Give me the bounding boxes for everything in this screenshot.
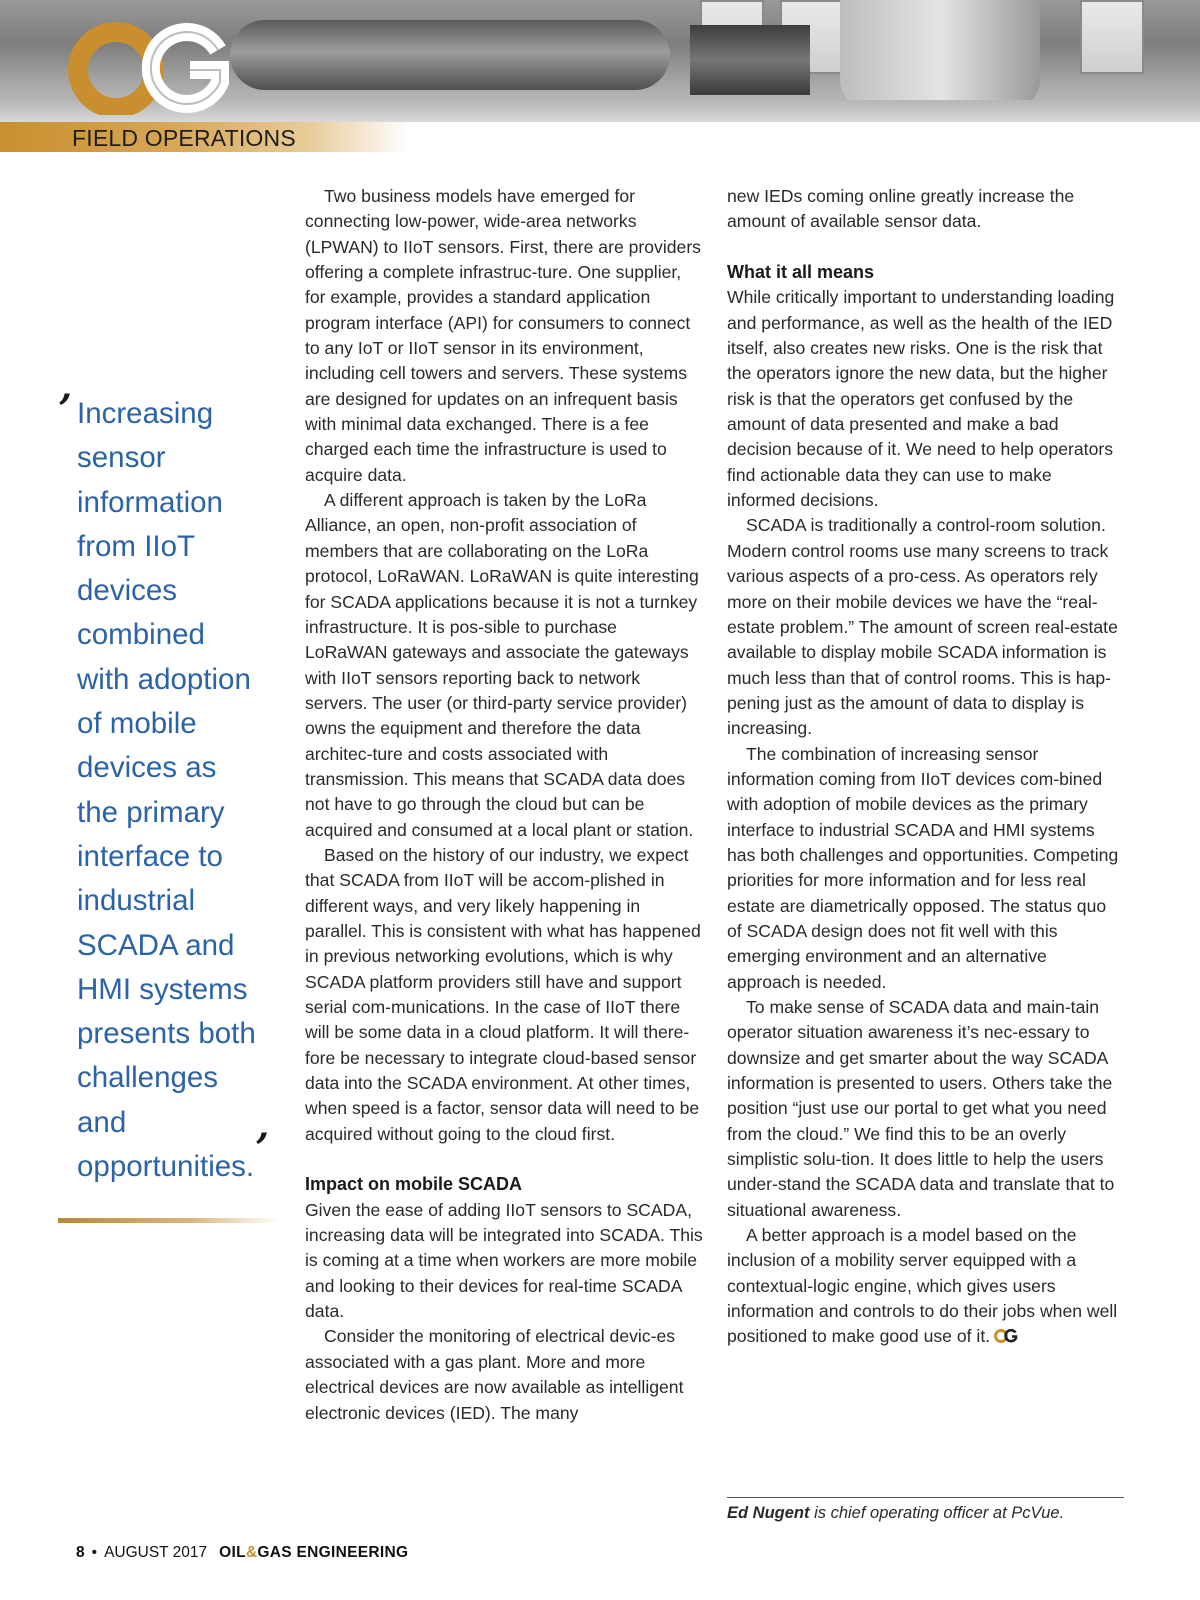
publication-name-part: OIL xyxy=(219,1544,246,1561)
author-description: is chief operating officer at PcVue. xyxy=(809,1504,1065,1522)
page-number: 8 xyxy=(76,1544,85,1561)
paragraph-text: A better approach is a model based on the inclusion of a mobility server equipped with a contextual-logic engine, which gives users information and controls to do their jobs when well positioned to make good use of it. xyxy=(727,1225,1118,1347)
pull-quote-line: SCADA and xyxy=(77,928,235,962)
open-quote-icon: ’ xyxy=(58,386,72,433)
paragraph: Given the ease of adding IIoT sensors to SCADA, increasing data will be integrated into SCADA. This is coming at a time when workers are more mobile and looking to their devices for real-time SCADA data. xyxy=(305,1199,703,1322)
quote-divider xyxy=(58,1218,280,1223)
page-footer xyxy=(76,1544,408,1562)
paragraph: new IEDs coming online greatly increase the amount of available sensor data. xyxy=(727,186,1075,232)
pull-quote-line: opportunities. xyxy=(77,1150,255,1184)
paragraph: Based on the history of our industry, we expect that SCADA from IIoT will be accom-plished in different ways, and very likely happening in parallel. This is consistent with what has happened in previous networking evolutions, which is why SCADA platform providers still have and support serial com-munications. In the case of IIoT there will be some data in a cloud platform. It will there-fore be necessary to integrate cloud-based sensor data into the SCADA environment. At other times, when speed is a factor, sensor data will need to be acquired without going to the cloud first. xyxy=(305,844,701,1144)
subheading: What it all means xyxy=(727,262,875,283)
author-name: Ed Nugent xyxy=(727,1504,810,1522)
pull-quote-line: sensor xyxy=(77,441,166,475)
pull-quote-line: devices as xyxy=(77,751,217,785)
pull-quote-line: the primary xyxy=(77,795,225,829)
section-title: FIELD OPERATIONS xyxy=(72,125,296,151)
og-end-mark-icon xyxy=(994,1328,1018,1344)
close-quote-icon: ’ xyxy=(255,1125,269,1172)
pull-quote-line: with adoption xyxy=(77,662,251,696)
bio-divider xyxy=(727,1497,1124,1498)
photo-cylinder xyxy=(690,25,810,95)
pull-quote-line: HMI systems xyxy=(77,972,248,1006)
pull-quote-line: and xyxy=(77,1105,127,1139)
pull-quote-line: Increasing xyxy=(77,397,214,430)
pull-quote-line: information xyxy=(77,485,223,519)
pull-quote-line: challenges xyxy=(77,1061,219,1095)
pull-quote-line: devices xyxy=(77,574,178,608)
paragraph: A different approach is taken by the LoRa Alliance, an open, non-profit association of members that are collaborating on the LoRa protocol, LoRaWAN. LoRaWAN is quite interesting for SCADA applications because it is not a turnkey infrastructure. It is pos-sible to purchase LoRaWAN gateways and associate the gateways with IIoT sensors reporting back to network servers. The user (or third-party service provider) owns the equipment and therefore the data architec-ture and costs associated with transmission. This means that SCADA data does not have to go through the cloud but can be acquired and consumed at a local plant or station. xyxy=(305,490,699,840)
article-column-2 xyxy=(727,184,1125,1350)
pull-quote-line: industrial xyxy=(77,884,196,918)
paragraph: While critically important to understanding loading and performance, as well as the health of the IED itself, also creates new risks. One is the risk that the operators ignore the new data, but the higher risk is that the operators get confused by the amount of data presented and make a bad decision because of it. We need to help operators find actionable data they can use to make informed decisions. xyxy=(727,287,1115,511)
pull-quote xyxy=(77,392,282,1189)
paragraph: The combination of increasing sensor information coming from IIoT devices com-bined with adoption of mobile devices as the primary interface to industrial SCADA and HMI systems has both challenges and opportunities. Competing priorities for more information and for less real estate are diametrically opposed. The status quo of SCADA design does not fit well with this emerging environment and an alternative approach is needed. xyxy=(727,743,1119,992)
pull-quote-line: combined xyxy=(77,618,205,652)
og-logo xyxy=(68,20,238,115)
publication-name-part: GAS ENGINEERING xyxy=(257,1544,409,1561)
issue-date: AUGUST 2017 xyxy=(104,1544,208,1561)
pull-quote-line: from IIoT xyxy=(77,529,196,563)
paragraph: Consider the monitoring of electrical devic-es associated with a gas plant. More and more electrical devices are now available as intelligent electronic devices (IED). The many xyxy=(305,1326,684,1423)
author-bio xyxy=(727,1504,1064,1523)
publication-ampersand: & xyxy=(245,1544,258,1561)
footer-separator: • xyxy=(91,1544,98,1561)
photo-compressor xyxy=(230,20,670,90)
paragraph: SCADA is traditionally a control-room solution. Modern control rooms use many screens to track various aspects of a pro-cess. As operators rely more on their mobile devices we have the “real-estate problem.” The amount of screen real-estate available to display mobile SCADA information is much less than that of control rooms. This is hap-pening just as the amount of data to display is increasing. xyxy=(727,515,1118,739)
photo-tank xyxy=(840,0,1040,110)
article-column-1 xyxy=(305,184,703,1426)
subheading: Impact on mobile SCADA xyxy=(305,1174,523,1195)
photo-window xyxy=(1080,0,1144,74)
paragraph xyxy=(727,1223,1125,1350)
paragraph: Two business models have emerged for connecting low-power, wide-area networks (LPWAN) to IIoT sensors. First, there are providers offering a complete infrastruc-ture. One supplier, for example, provides a standard application program interface (API) for consumers to connect to any IoT or IIoT sensor in its environment, including cell towers and servers. These systems are designed for updates on an infrequent basis with minimal data exchanged. There is a fee charged each time the infrastructure is used to acquire data. xyxy=(305,186,701,485)
pull-quote-line: of mobile xyxy=(77,707,197,741)
section-bar xyxy=(0,122,410,152)
pull-quote-line: presents both xyxy=(77,1017,256,1051)
publication-name xyxy=(219,1544,408,1561)
paragraph: To make sense of SCADA data and main-tain operator situation awareness it’s nec-essary to downsize and get smarter about the way SCADA information is presented to users. Others take the position “just use our portal to get what you need from the cloud.” We find this to be an overly simplistic solu-tion. It does little to help the users under-stand the SCADA data and translate that to situational awareness. xyxy=(727,997,1115,1220)
pull-quote-line: interface to xyxy=(77,839,223,873)
